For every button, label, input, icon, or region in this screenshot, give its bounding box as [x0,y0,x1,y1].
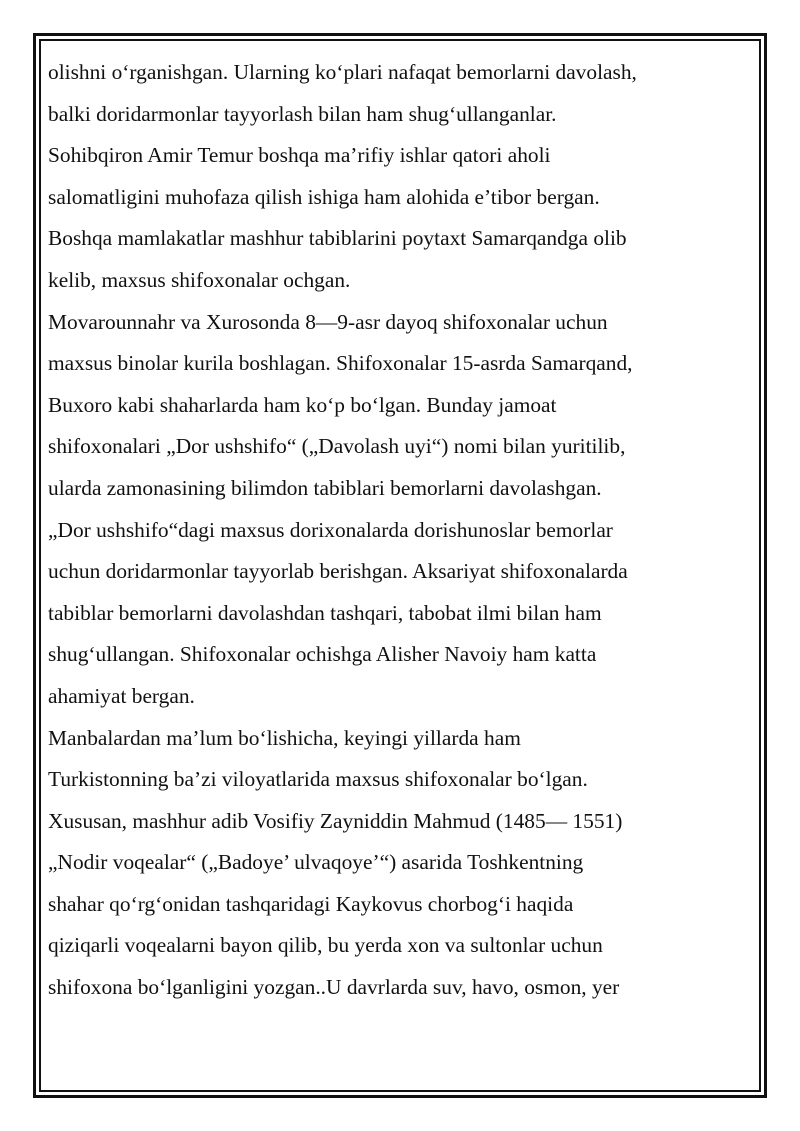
text-line: shifoxona bo‘lganligini yozgan..U davrlarda suv, havo, osmon, yer [48,975,620,1000]
text-line: shahar qo‘rg‘onidan tashqaridagi Kaykovus chorbog‘i haqida [48,891,574,916]
text-line: Movarounnahr va Xurosonda 8—9-asr dayoq shifoxonalar uchun [48,309,608,334]
text-line: olishni o‘rganishgan. Ularning ko‘plari nafaqat bemorlarni davolash, [48,60,637,84]
text-line: Xususan, mashhur adib Vosifiy Zayniddin Mahmud (1485— 1551) [48,808,623,833]
document-body [48,52,748,1009]
text-line: Buxoro kabi shaharlarda ham ko‘p bo‘lgan. Bunday jamoat [48,392,557,417]
text-line: uchun doridarmonlar tayyorlab berishgan. Aksariyat shifoxonalarda [48,559,628,584]
text-line: Manbalardan ma’lum bo‘lishicha, keyingi yillarda ham [48,725,521,750]
text-line: balki doridarmonlar tayyorlash bilan ham shug‘ullanganlar. [48,101,557,126]
text-line: „Dor ushshifo“dagi maxsus dorixonalarda dorishunoslar bemorlar [48,517,613,542]
text-line: Boshqa mamlakatlar mashhur tabiblarini poytaxt Samarqandga olib [48,226,627,251]
text-line: qiziqarli voqealarni bayon qilib, bu yerda xon va sultonlar uchun [48,933,603,958]
text-line: maxsus binolar kurila boshlagan. Shifoxonalar 15-asrda Samarqand, [48,351,633,376]
text-line: ahamiyat bergan. [48,683,195,708]
text-line: kelib, maxsus shifoxonalar ochgan. [48,267,351,292]
text-line: ularda zamonasining bilimdon tabiblari bemorlarni davolashgan. [48,475,602,500]
text-line: „Nodir voqealar“ („Badoye’ ulvaqoye’“) asarida Toshkentning [48,850,584,875]
text-line: tabiblar bemorlarni davolashdan tashqari, tabobat ilmi bilan ham [48,600,602,625]
text-line: shifoxonalari „Dor ushshifo“ („Davolash uyi“) nomi bilan yuritilib, [48,434,626,459]
text-line: shug‘ullangan. Shifoxonalar ochishga Alisher Navoiy ham katta [48,642,597,667]
text-line: Sohibqiron Amir Temur boshqa ma’rifiy ishlar qatori aholi [48,143,551,168]
text-line: salomatligini muhofaza qilish ishiga ham alohida e’tibor bergan. [48,184,600,209]
text-line: Turkistonning ba’zi viloyatlarida maxsus shifoxonalar bo‘lgan. [48,767,588,792]
